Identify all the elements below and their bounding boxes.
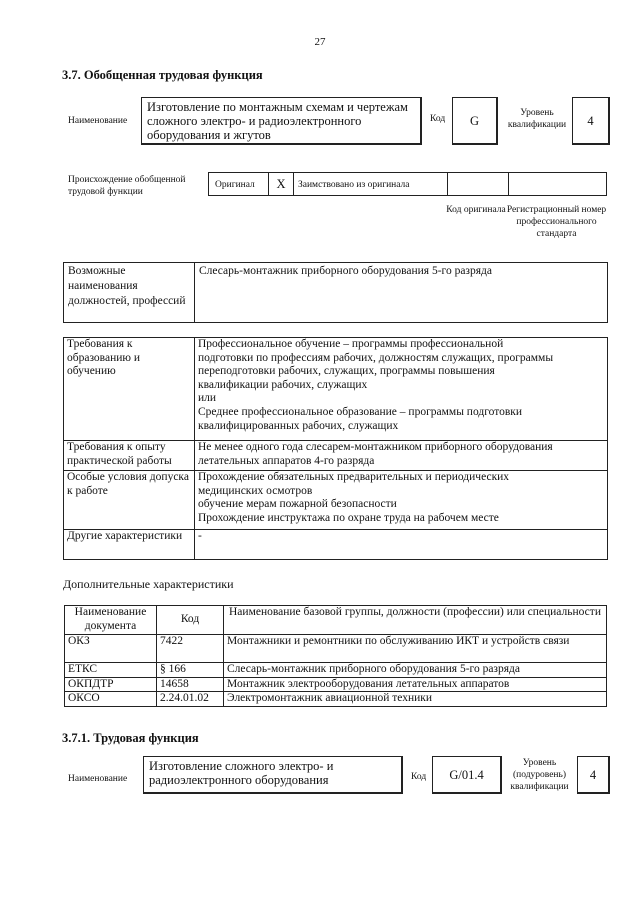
header-code: Код: [157, 606, 224, 635]
additional-title: Дополнительные характеристики: [63, 577, 234, 591]
special-conditions-line: медицинских осмотров: [198, 484, 313, 497]
original-label: Оригинал: [215, 180, 255, 190]
experience-value: [195, 441, 608, 471]
education-label: Требования к образованию и обучению: [64, 338, 195, 441]
special-conditions-line: обучение мерам пожарной безопасности: [198, 498, 397, 511]
row-name: Монтажники и ремонтники по обслуживанию ИКТ и устройств связи: [224, 635, 607, 663]
row-name: Монтажник электрооборудования летательных аппаратов: [224, 677, 607, 692]
other-line: -: [198, 530, 202, 542]
subsection-title: 3.7.1. Трудовая функция: [62, 731, 199, 745]
education-line: или: [198, 392, 217, 405]
experience-label: Требования к опыту практической работы: [64, 441, 195, 471]
name-label: Наименование: [68, 116, 128, 126]
labor-function-name: Изготовление сложного электро- и радиоэлектронного оборудования: [143, 756, 403, 794]
positions-label: Возможные наименования должностей, профессий: [68, 265, 186, 307]
table-row: [65, 677, 607, 692]
requirements-row-experience: [64, 441, 608, 471]
code-original-label: Код оригинала: [446, 205, 506, 215]
code-original-cell: [447, 173, 509, 195]
qualification-level-value: 4: [572, 97, 610, 145]
special-conditions-value: [195, 471, 608, 530]
education-line: Профессиональное обучение – программы профессиональной: [198, 338, 504, 350]
tf-name-label: Наименование: [68, 774, 128, 784]
page-number: 27: [314, 36, 326, 48]
special-conditions-label: Особые условия допуска к работе: [64, 471, 195, 530]
row-name: Электромонтажник авиационной техники: [224, 692, 607, 707]
other-label: Другие характеристики: [64, 530, 195, 560]
tf-code-value: G/01.4: [432, 756, 502, 794]
origin-label: Происхождение обобщенной трудовой функции: [68, 175, 186, 197]
requirements-table: [63, 337, 608, 560]
row-code: 2.24.01.02: [157, 692, 224, 707]
education-line: квалифицированных рабочих, служащих: [198, 419, 399, 432]
additional-table: [64, 605, 607, 707]
special-conditions-line: Прохождение обязательных предварительных и периодических: [198, 471, 510, 483]
education-line: квалификации рабочих, служащих: [198, 378, 368, 391]
tf-level-label: Уровень (подуровень) квалификации: [510, 758, 569, 792]
header-name: Наименование базовой группы, должности (профессии) или специальности: [224, 606, 607, 635]
education-value: [195, 338, 608, 441]
table-row: [65, 635, 607, 663]
education-line: Среднее профессиональное образование – программы подготовки: [198, 405, 523, 418]
origin-row: [208, 172, 607, 196]
row-code: § 166: [157, 663, 224, 678]
tf-code-label: Код: [411, 772, 427, 782]
experience-line: Не менее одного года слесарем-монтажником приборного оборудования: [198, 441, 553, 453]
code-label: Код: [430, 114, 446, 124]
positions-value: Слесарь-монтажник приборного оборудования 5-го разряда: [199, 265, 492, 277]
code-value: G: [452, 97, 498, 145]
header-doc: Наименование документа: [65, 606, 157, 635]
tf-level-value: 4: [577, 756, 610, 794]
requirements-row-other: [64, 530, 608, 560]
special-conditions-line: Прохождение инструктажа по охране труда на рабочем месте: [198, 511, 499, 524]
original-mark: X: [268, 173, 294, 195]
borrowed-label: Заимствовано из оригинала: [298, 180, 410, 190]
row-doc: ОКПДТР: [65, 677, 157, 692]
table-row: [65, 692, 607, 707]
row-code: 7422: [157, 635, 224, 663]
education-line: переподготовки рабочих, служащих, программы повышения: [198, 365, 495, 378]
row-name: Слесарь-монтажник приборного оборудования 5-го разряда: [224, 663, 607, 678]
qualification-level-label: Уровень квалификации: [507, 108, 567, 130]
table-row: [65, 663, 607, 678]
experience-line: летательных аппаратов 4-го разряда: [198, 454, 375, 467]
row-doc: ЕТКС: [65, 663, 157, 678]
requirements-row-education: [64, 338, 608, 441]
positions-box: [63, 262, 608, 323]
row-doc: ОКЗ: [65, 635, 157, 663]
row-doc: ОКСО: [65, 692, 157, 707]
positions-divider: [194, 263, 195, 322]
section-title: 3.7. Обобщенная трудовая функция: [62, 68, 263, 82]
other-value: [195, 530, 608, 560]
education-line: подготовки по профессиям рабочих, должностям служащих, программы: [198, 351, 554, 364]
generalized-function-name: Изготовление по монтажным схемам и чертежам сложного электро- и радиоэлектронного оборудования и жгутов: [141, 97, 422, 145]
additional-header-row: [65, 606, 607, 635]
reg-number-label: Регистрационный номер профессионального стандарта: [506, 205, 607, 239]
requirements-row-special-conditions: [64, 471, 608, 530]
row-code: 14658: [157, 677, 224, 692]
